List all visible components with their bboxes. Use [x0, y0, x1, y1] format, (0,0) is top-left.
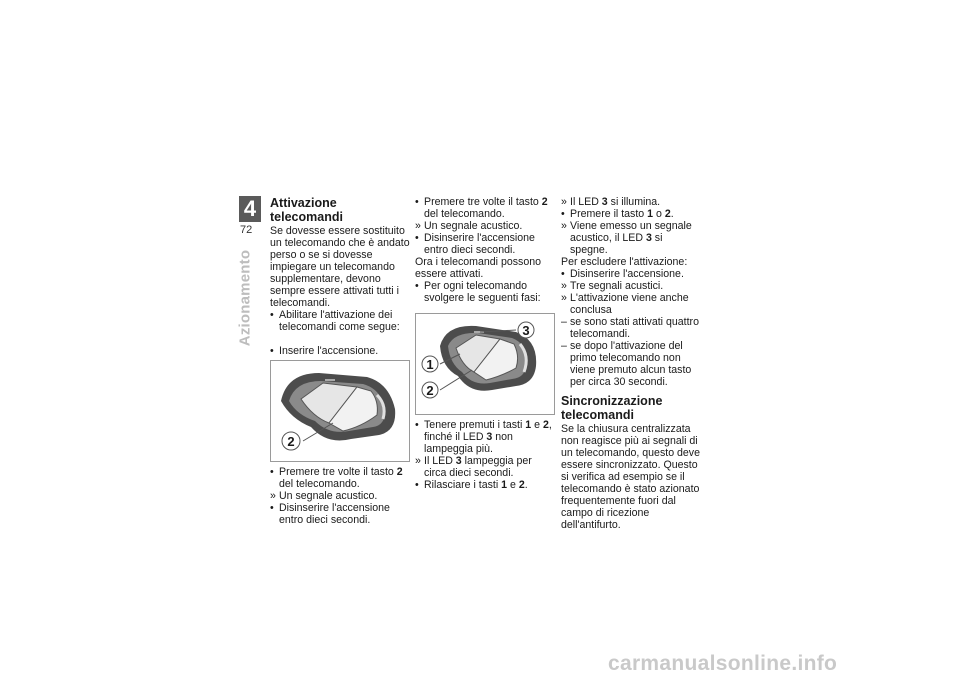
list-marker: • — [415, 419, 419, 431]
paragraph-escludere: Per escludere l'attivazione: — [561, 256, 688, 268]
remote-key-figure-1 — [270, 360, 410, 462]
list-text: del telecomando. — [279, 478, 360, 490]
list-text: Un segnale acustico. — [424, 220, 523, 232]
list-item — [415, 232, 555, 256]
list-marker: » — [270, 490, 276, 502]
figure-label-2: 2 — [287, 434, 295, 449]
page-number: 72 — [240, 224, 253, 236]
list-item — [415, 419, 555, 455]
key-reference: 1 — [525, 419, 532, 431]
list-text: Inserire l'accensione. — [279, 345, 379, 357]
list-item — [561, 340, 701, 388]
list-text: , finché il LED — [424, 419, 552, 443]
watermark: carmanualsonline.info — [608, 652, 838, 675]
list-marker: » — [561, 280, 567, 292]
key-reference: 3 — [486, 431, 493, 443]
list-marker: • — [415, 479, 419, 491]
list-item — [270, 345, 410, 357]
list-text: Il LED — [570, 196, 602, 208]
key-reference: 2 — [664, 208, 671, 220]
list-item — [561, 196, 701, 208]
list-item — [270, 309, 410, 333]
list-text: e — [531, 419, 543, 431]
list-marker: • — [561, 208, 565, 220]
list-item — [561, 316, 701, 340]
key-reference: 2 — [396, 466, 403, 478]
list-item — [415, 455, 555, 479]
list-marker: • — [415, 280, 419, 292]
list-marker: • — [270, 466, 274, 478]
list-text: lampeggia per circa dieci secondi. — [424, 455, 532, 479]
key-reference: 1 — [501, 479, 508, 491]
list-item — [270, 502, 410, 526]
list-item — [561, 280, 701, 292]
list-text: Disinserire l'accensione. — [570, 268, 684, 280]
list-marker: • — [270, 309, 274, 321]
chapter-number: 4 — [239, 196, 261, 222]
key-reference: 2 — [542, 419, 549, 431]
list-item — [270, 466, 410, 490]
key-reference: 3 — [455, 455, 462, 467]
intro-paragraph: Se dovesse essere sostituito un telecomando che è andato perso o se si dovesse impiegare un telecomando supplementare, devono sempre essere attivati tutti i telecomandi. — [270, 225, 410, 309]
section-title: Azionamento — [236, 249, 254, 346]
list-marker: » — [561, 292, 567, 304]
key-reference: 2 — [541, 196, 548, 208]
list-marker: » — [561, 196, 567, 208]
list-text: Viene emesso un segnale acustico, il LED — [570, 220, 692, 244]
key-reference: 3 — [601, 196, 608, 208]
list-text: Premere il tasto — [570, 208, 648, 220]
list-text: se dopo l'attivazione del primo telecomando non viene premuto alcun tasto per circa 30 secondi. — [570, 340, 692, 388]
list-text: Per ogni telecomando svolgere le seguenti fasi: — [424, 280, 541, 304]
list-item — [561, 208, 701, 220]
list-text: . — [670, 208, 674, 220]
list-marker: » — [415, 220, 421, 232]
list-item — [561, 292, 701, 316]
list-text: Premere tre volte il tasto — [279, 466, 397, 478]
list-text: L'attivazione viene anche conclusa — [570, 292, 689, 316]
list-text: Il LED — [424, 455, 456, 467]
list-marker: • — [561, 268, 565, 280]
paragraph-sincronizzazione: Se la chiusura centralizzata non reagisce più ai segnali di un telecomando, questo deve essere sincronizzato. Questo si verifica ad esempio se il telecomando è stato azionato frequentemente fuori dal campo di ricezione dell'antifurto. — [561, 423, 700, 531]
list-text: si illumina. — [607, 196, 661, 208]
column-2 — [415, 196, 555, 491]
list-item — [270, 490, 410, 502]
column-3 — [561, 196, 701, 531]
remote-key-figure-2 — [415, 313, 555, 415]
list-text: se sono stati attivati quattro telecomandi. — [570, 316, 699, 340]
list-marker: – — [561, 340, 567, 352]
list-item — [415, 479, 555, 491]
list-text: . — [524, 479, 528, 491]
list-marker: • — [270, 345, 274, 357]
list-text: Disinserire l'accensione entro dieci secondi. — [424, 232, 535, 256]
paragraph-ora: Ora i telecomandi possono essere attivati. — [415, 256, 542, 280]
list-item — [561, 268, 701, 280]
key-reference: 3 — [645, 232, 652, 244]
list-text: Disinserire l'accensione entro dieci secondi. — [279, 502, 390, 526]
list-text: del telecomando. — [424, 208, 505, 220]
list-text: Rilasciare i tasti — [424, 479, 502, 491]
list-text: Tenere premuti i tasti — [424, 419, 526, 431]
list-text: non lampeggia più. — [424, 431, 513, 455]
list-text: Abilitare l'attivazione dei telecomandi come segue: — [279, 309, 400, 333]
figure-label-1: 1 — [426, 357, 434, 372]
list-item — [415, 196, 555, 220]
list-marker: • — [415, 232, 419, 244]
list-item — [561, 220, 701, 256]
key-reference: 1 — [647, 208, 654, 220]
column-1 — [270, 196, 410, 526]
list-marker: » — [561, 220, 567, 232]
list-item — [415, 220, 555, 232]
list-marker: • — [415, 196, 419, 208]
figure-label-3: 3 — [522, 323, 530, 338]
heading-sincronizzazione: Sincronizzazione telecomandi — [561, 394, 663, 422]
list-text: Premere tre volte il tasto — [424, 196, 542, 208]
heading-attivazione: Attivazione telecomandi — [270, 196, 343, 224]
figure-label-2: 2 — [426, 383, 434, 398]
list-marker: • — [270, 502, 274, 514]
list-text: si spegne. — [570, 232, 663, 256]
list-text: Un segnale acustico. — [279, 490, 378, 502]
list-text: o — [653, 208, 665, 220]
list-text: e — [507, 479, 519, 491]
section-tab — [232, 240, 258, 355]
list-marker: » — [415, 455, 421, 467]
list-item — [415, 280, 555, 304]
key-reference: 2 — [518, 479, 525, 491]
list-text: Tre segnali acustici. — [570, 280, 664, 292]
list-marker: – — [561, 316, 567, 328]
